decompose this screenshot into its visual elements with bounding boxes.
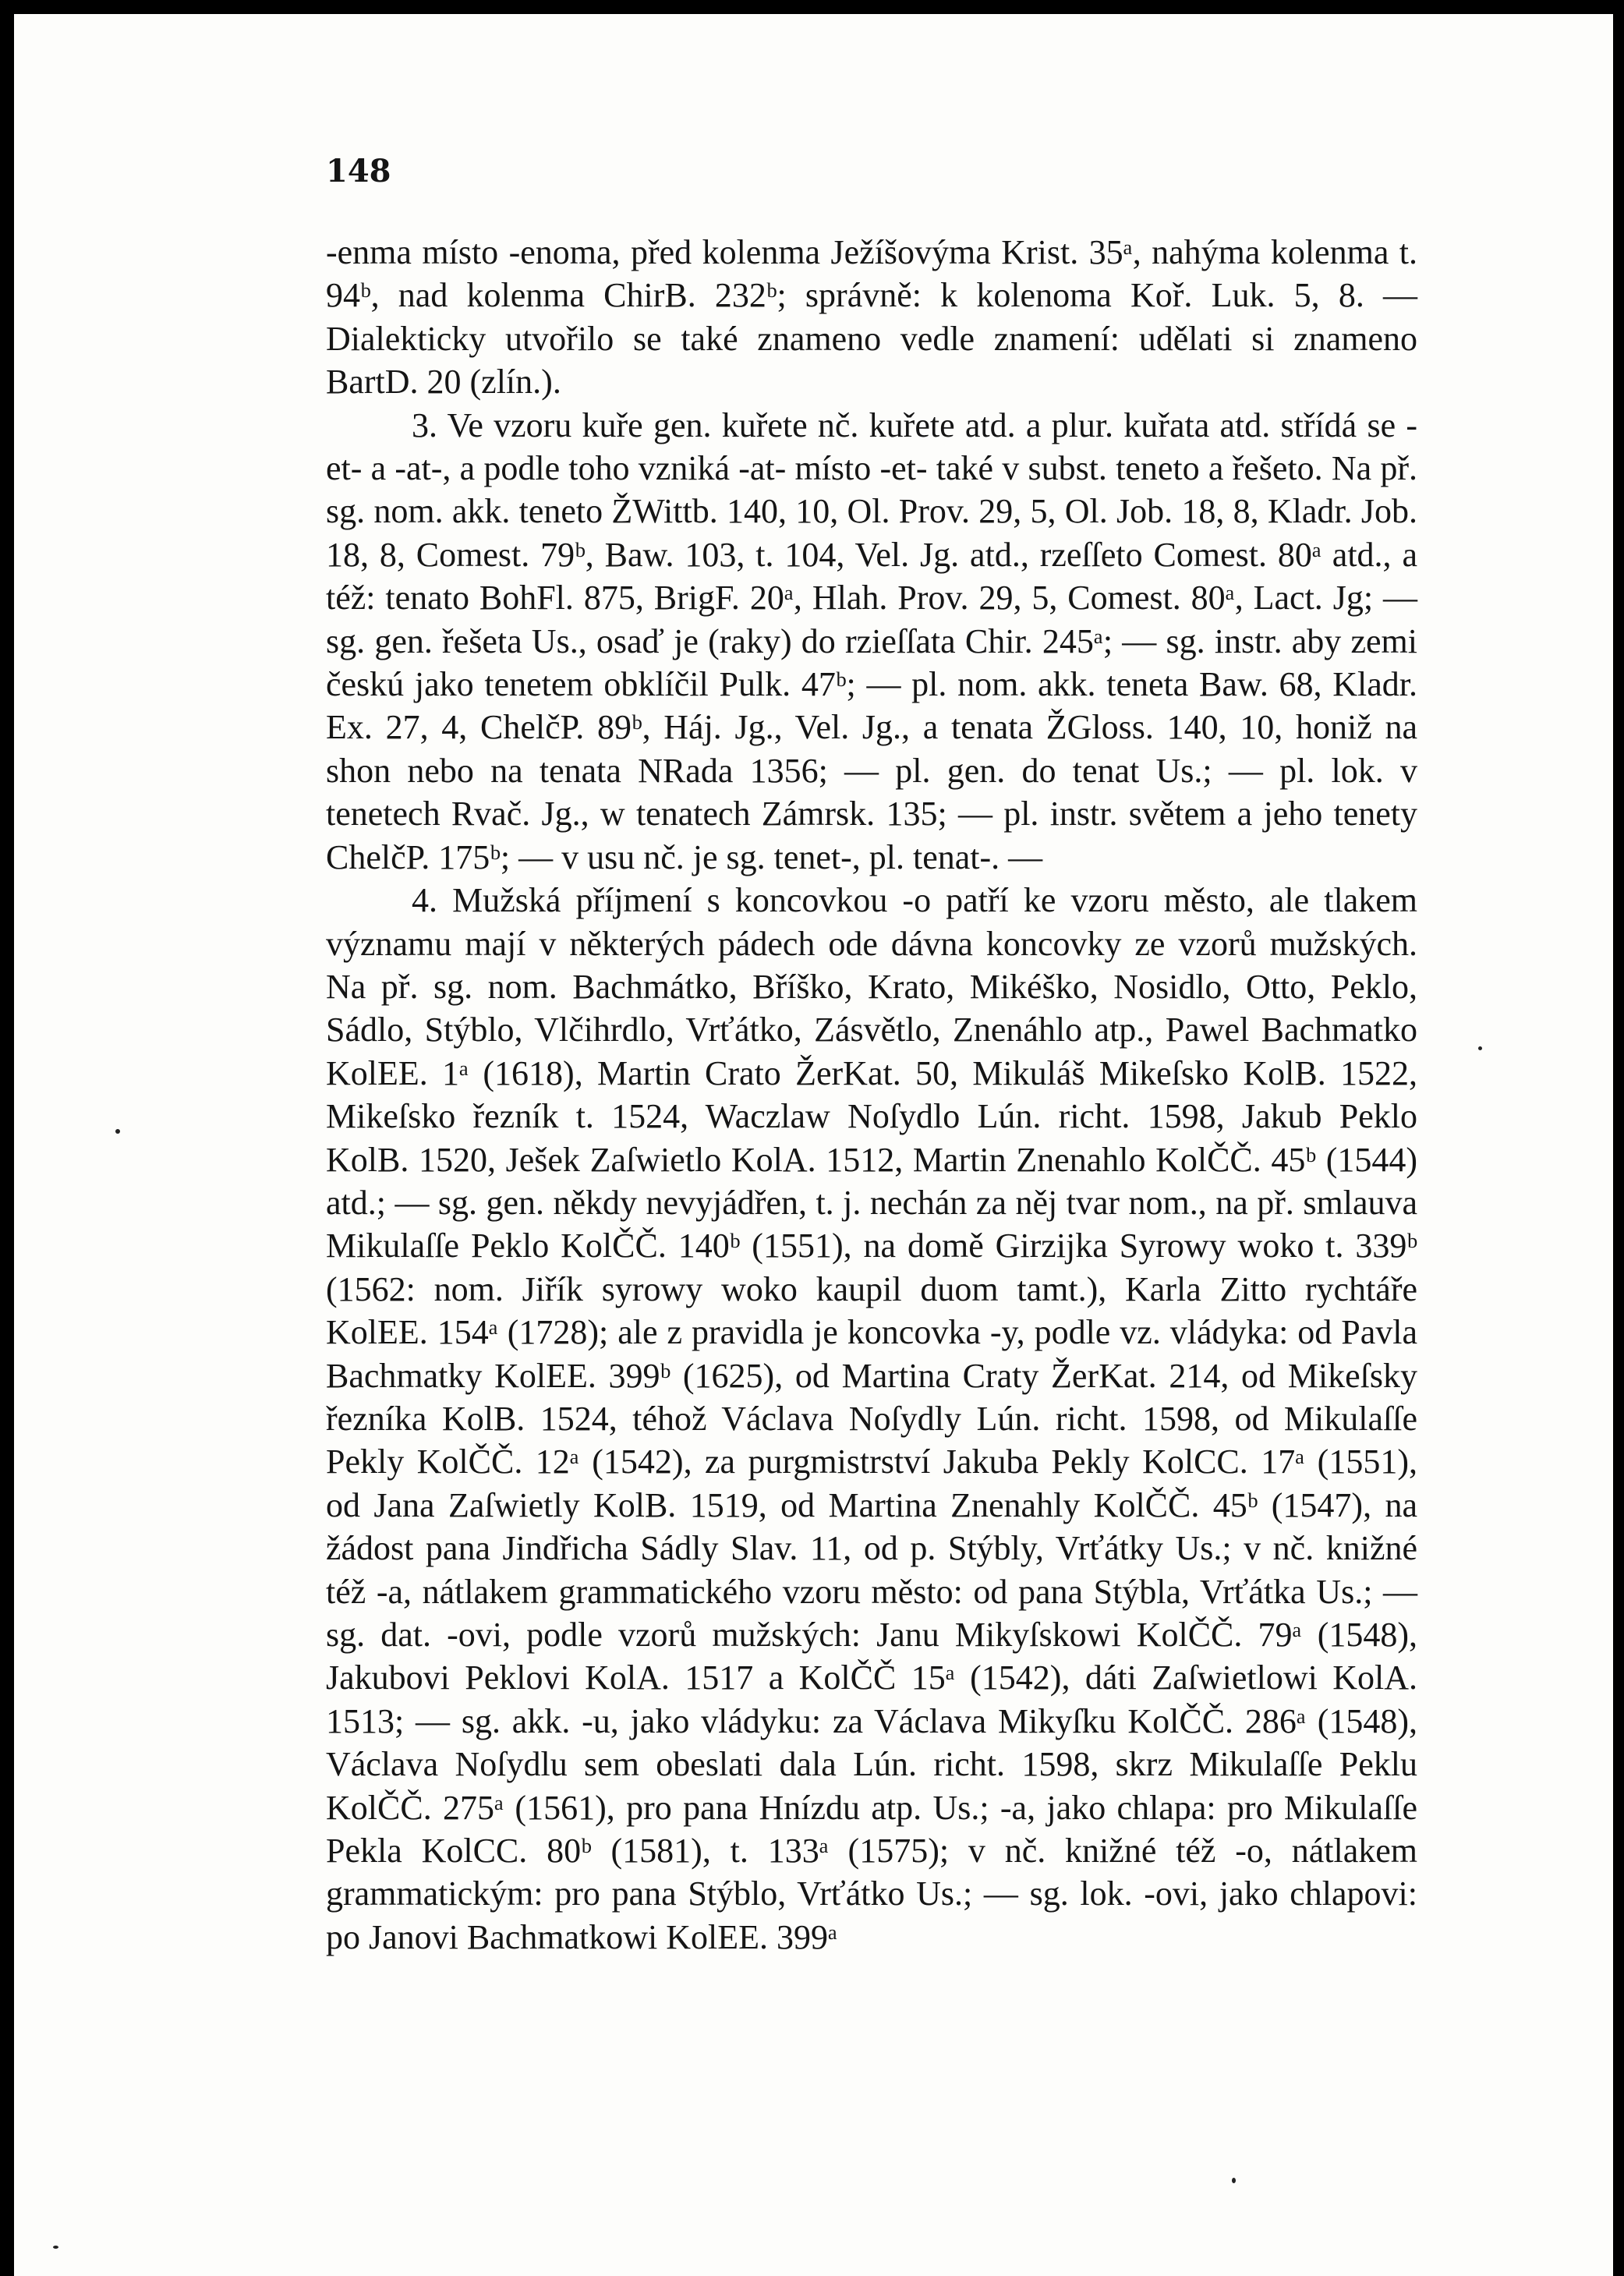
paragraph-2: 3. Ve vzoru kuře gen. kuřete nč. kuřete atd. a plur. kuřata atd. střídá se -et- a -at-, a podle toho vzniká -at- místo -et- také v subst. teneto a řešeto. Na př. sg. nom. akk. teneto ŽWittb. 140, 10, Ol. Prov. 29, 5, Ol. Job. 18, 8, Kladr. Job. 18, 8, Comest. 79ᵇ, Baw. 103, t. 104, Vel. Jg. atd., rzeſſeto Comest. 80ᵃ atd., a též: tenato BohFl. 875, BrigF. 20ᵃ, Hlah. Prov. 29, 5, Comest. 80ᵃ, Lact. Jg; — sg. gen. řešeta Us., osaď je (raky) do rzieſſata Chir. 245ᵃ; — sg. instr. aby zemi českú jako tenetem obklíčil Pulk. 47ᵇ; — pl. nom. akk. teneta Baw. 68, Kladr. Ex. 27, 4, ChelčP. 89ᵇ, Háj. Jg., Vel. Jg., a tenata ŽGloss. 140, 10, honiž na shon nebo na tenata NRada 1356; — pl. gen. do tenat Us.; — pl. lok. v tenetech Rvač. Jg., w tenatech Zámrsk. 135; — pl. instr. světem a jeho tenety ChelčP. 175ᵇ; — v usu nč. je sg. tenet-, pl. tenat-. — [326,405,1417,876]
paragraph-1: -enma místo -enoma, před kolenma Ježíšovýma Krist. 35ᵃ, nahýma kolenma t. 94ᵇ, nad kolenma ChirB. 232ᵇ; správně: k kolenoma Koř. Luk. 5, 8. — Dialekticky utvořilo se také znameno vedle znamení: udělati si znameno BartD. 20 (zlín.). [326,233,1417,402]
scan-speck [115,1129,120,1134]
scan-speck [1478,1046,1482,1050]
page-number: 148 [326,153,391,189]
scan-speck [53,2246,58,2249]
scan-speck [1232,2178,1236,2183]
body-text [326,231,1417,1959]
paragraph-3: 4. Mužská příjmení s koncovkou -o patří ke vzoru město, ale tlakem významu mají v některých pádech ode dávna koncovky ze vzorů mužských. Na př. sg. nom. Bachmátko, Bříško, Krato, Mikéško, Nosidlo, Otto, Peklo, Sádlo, Stýblo, Vlčihrdlo, Vrťátko, Zásvětlo, Znenáhlo atp., Pawel Bachmatko KolEE. 1ᵃ (1618), Martin Crato ŽerKat. 50, Mikuláš Mikeſsko KolB. 1522, Mikeſsko řezník t. 1524, Waczlaw Noſydlo Lún. richt. 1598, Jakub Peklo KolB. 1520, Ješek Zaſwietlo KolA. 1512, Martin Znenahlo KolČČ. 45ᵇ (1544) atd.; — sg. gen. někdy nevyjádřen, t. j. nechán za něj tvar nom., na př. smlauva Mikulaſſe Peklo KolČČ. 140ᵇ (1551), na domě Girzijka Syrowy woko t. 339ᵇ (1562: nom. Jiřík syrowy woko kaupil duom tamt.), Karla Zitto rychtáře KolEE. 154ᵃ (1728); ale z pravidla je koncovka -y, podle vz. vládyka: od Pavla Bachmatky KolEE. 399ᵇ (1625), od Martina Craty ŽerKat. 214, od Mikeſsky řezníka KolB. 1524, téhož Václava Noſydly Lún. richt. 1598, od Mikulaſſe Pekly KolČČ. 12ᵃ (1542), za purgmistrství Jakuba Pekly KolCC. 17ᵃ (1551), od Jana Zaſwietly KolB. 1519, od Martina Znenahly KolČČ. 45ᵇ (1547), na žádost pana Jindřicha Sádly Slav. 11, od p. Stýbly, Vrťátky Us.; v nč. knižné též -a, nátlakem grammatického vzoru město: od pana Stýbla, Vrťátka Us.; — sg. dat. -ovi, podle vzorů mužských: Janu Mikyſskowi KolČČ. 79ᵃ (1548), Jakubovi Peklovi KolA. 1517 a KolČČ 15ᵃ (1542), dáti Zaſwietlowi KolA. 1513; — sg. akk. -u, jako vládyku: za Václava Mikyſku KolČČ. 286ᵃ (1548), Václava Noſydlu sem obeslati dala Lún. richt. 1598, skrz Mikulaſſe Peklu KolČČ. 275ᵃ (1561), pro pana Hnízdu atp. Us.; -a, jako chlapa: pro Mikulaſſe Pekla KolCC. 80ᵇ (1581), t. 133ᵃ (1575); v nč. knižné též -o, nátlakem grammatickým: pro pana Stýblo, Vrťátko Us.; — sg. lok. -ovi, jako chlapovi: po Janovi Bachmatkowi KolEE. 399ᵃ [326,881,1417,1956]
